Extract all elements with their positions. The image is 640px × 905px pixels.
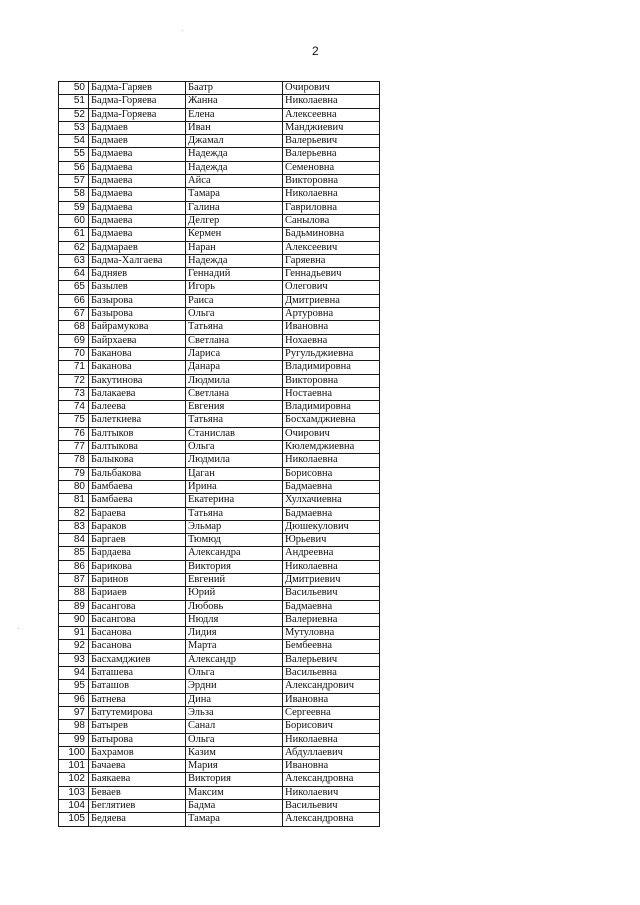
table-row [59, 773, 380, 786]
surname-cell: Бадмаев [89, 135, 186, 148]
row-number: 87 [59, 573, 89, 586]
first-name-cell: Александра [186, 547, 283, 560]
surname-cell: Басанова [89, 640, 186, 653]
row-number: 97 [59, 706, 89, 719]
surname-cell: Басанова [89, 627, 186, 640]
table-row [59, 800, 380, 813]
table-row [59, 746, 380, 759]
surname-cell: Байрхаева [89, 334, 186, 347]
row-number: 68 [59, 321, 89, 334]
patronymic-cell: Хулхачиевна [283, 494, 380, 507]
surname-cell: Беваев [89, 786, 186, 799]
table-row [59, 706, 380, 719]
patronymic-cell: Ивановна [283, 693, 380, 706]
patronymic-cell: Владимировна [283, 401, 380, 414]
row-number: 75 [59, 414, 89, 427]
table-row [59, 387, 380, 400]
table-row [59, 667, 380, 680]
patronymic-cell: Николаевна [283, 560, 380, 573]
patronymic-cell: Валериевна [283, 613, 380, 626]
patronymic-cell: Бембеевна [283, 640, 380, 653]
first-name-cell: Ольга [186, 667, 283, 680]
row-number: 96 [59, 693, 89, 706]
table-row [59, 308, 380, 321]
table-row [59, 640, 380, 653]
surname-cell: Бачаева [89, 760, 186, 773]
patronymic-cell: Борисович [283, 720, 380, 733]
patronymic-cell: Геннадьевич [283, 268, 380, 281]
patronymic-cell: Владимировна [283, 361, 380, 374]
patronymic-cell: Кюлемджиевна [283, 441, 380, 454]
first-name-cell: Тюмюд [186, 534, 283, 547]
surname-cell: Балеева [89, 401, 186, 414]
row-number: 81 [59, 494, 89, 507]
row-number: 99 [59, 733, 89, 746]
first-name-cell: Виктория [186, 773, 283, 786]
first-name-cell: Кермен [186, 228, 283, 241]
table-row [59, 733, 380, 746]
first-name-cell: Татьяна [186, 414, 283, 427]
row-number: 103 [59, 786, 89, 799]
table-row [59, 161, 380, 174]
surname-cell: Бадма-Гаряев [89, 82, 186, 95]
first-name-cell: Виктория [186, 560, 283, 573]
table-row [59, 347, 380, 360]
row-number: 59 [59, 201, 89, 214]
first-name-cell: Надежда [186, 254, 283, 267]
table-row [59, 454, 380, 467]
row-number: 55 [59, 148, 89, 161]
first-name-cell: Айса [186, 175, 283, 188]
first-name-cell: Максим [186, 786, 283, 799]
first-name-cell: Екатерина [186, 494, 283, 507]
table-row [59, 414, 380, 427]
patronymic-cell: Ивановна [283, 760, 380, 773]
row-number: 63 [59, 254, 89, 267]
row-number: 64 [59, 268, 89, 281]
table-row [59, 201, 380, 214]
surname-cell: Баташева [89, 667, 186, 680]
row-number: 57 [59, 175, 89, 188]
table-row [59, 534, 380, 547]
patronymic-cell: Алексеевна [283, 108, 380, 121]
first-name-cell: Мария [186, 760, 283, 773]
patronymic-cell: Викторовна [283, 175, 380, 188]
patronymic-cell: Абдуллаевич [283, 746, 380, 759]
surname-cell: Баякаева [89, 773, 186, 786]
surname-cell: Батырев [89, 720, 186, 733]
patronymic-cell: Гавриловна [283, 201, 380, 214]
surname-cell: Баринов [89, 573, 186, 586]
surname-cell: Бальбакова [89, 467, 186, 480]
table-row [59, 720, 380, 733]
patronymic-cell: Николаевна [283, 733, 380, 746]
surname-cell: Баканова [89, 361, 186, 374]
table-row [59, 214, 380, 227]
row-number: 61 [59, 228, 89, 241]
first-name-cell: Эльмар [186, 520, 283, 533]
first-name-cell: Наран [186, 241, 283, 254]
first-name-cell: Делгер [186, 214, 283, 227]
row-number: 65 [59, 281, 89, 294]
surname-cell: Баргаев [89, 534, 186, 547]
patronymic-cell: Алексеевич [283, 241, 380, 254]
table-row [59, 520, 380, 533]
row-number: 91 [59, 627, 89, 640]
first-name-cell: Александр [186, 653, 283, 666]
first-name-cell: Дина [186, 693, 283, 706]
first-name-cell: Жанна [186, 95, 283, 108]
patronymic-cell: Бадьминовна [283, 228, 380, 241]
first-name-cell: Баатр [186, 82, 283, 95]
first-name-cell: Казим [186, 746, 283, 759]
table-row [59, 188, 380, 201]
patronymic-cell: Нохаевна [283, 334, 380, 347]
row-number: 74 [59, 401, 89, 414]
surname-cell: Байрамукова [89, 321, 186, 334]
first-name-cell: Евгения [186, 401, 283, 414]
table-row [59, 600, 380, 613]
surname-cell: Бадмаева [89, 148, 186, 161]
table-row [59, 547, 380, 560]
first-name-cell: Людмила [186, 454, 283, 467]
surname-cell: Базылев [89, 281, 186, 294]
row-number: 71 [59, 361, 89, 374]
first-name-cell: Игорь [186, 281, 283, 294]
row-number: 102 [59, 773, 89, 786]
surname-cell: Басангова [89, 600, 186, 613]
table-row [59, 281, 380, 294]
surname-cell: Бедяева [89, 813, 186, 826]
table-row [59, 813, 380, 826]
first-name-cell: Ольга [186, 733, 283, 746]
surname-cell: Баташов [89, 680, 186, 693]
surname-cell: Бадмаева [89, 201, 186, 214]
patronymic-cell: Босхамджиевна [283, 414, 380, 427]
surname-cell: Батнева [89, 693, 186, 706]
patronymic-cell: Дюшекулович [283, 520, 380, 533]
patronymic-cell: Валерьевна [283, 148, 380, 161]
first-name-cell: Станислав [186, 427, 283, 440]
surname-cell: Балтыкова [89, 441, 186, 454]
surname-cell: Баканова [89, 347, 186, 360]
surname-cell: Барикова [89, 560, 186, 573]
row-number: 58 [59, 188, 89, 201]
row-number: 85 [59, 547, 89, 560]
row-number: 95 [59, 680, 89, 693]
surname-cell: Бадмаева [89, 188, 186, 201]
first-name-cell: Бадма [186, 800, 283, 813]
table-row [59, 241, 380, 254]
table-row [59, 148, 380, 161]
scan-speck [182, 30, 183, 31]
first-name-cell: Светлана [186, 387, 283, 400]
table-row [59, 82, 380, 95]
table-row [59, 321, 380, 334]
table-row [59, 613, 380, 626]
row-number: 94 [59, 667, 89, 680]
first-name-cell: Иван [186, 121, 283, 134]
row-number: 90 [59, 613, 89, 626]
row-number: 89 [59, 600, 89, 613]
surname-cell: Бамбаева [89, 480, 186, 493]
patronymic-cell: Васильевич [283, 800, 380, 813]
first-name-cell: Людмила [186, 374, 283, 387]
table-row [59, 653, 380, 666]
row-number: 52 [59, 108, 89, 121]
row-number: 93 [59, 653, 89, 666]
surname-cell: Басангова [89, 613, 186, 626]
patronymic-cell: Викторовна [283, 374, 380, 387]
row-number: 98 [59, 720, 89, 733]
surname-cell: Бадмаева [89, 228, 186, 241]
row-number: 92 [59, 640, 89, 653]
first-name-cell: Цаган [186, 467, 283, 480]
table-row [59, 587, 380, 600]
row-number: 69 [59, 334, 89, 347]
patronymic-cell: Борисовна [283, 467, 380, 480]
page-number: 2 [312, 44, 319, 58]
first-name-cell: Данара [186, 361, 283, 374]
surname-cell: Бадмараев [89, 241, 186, 254]
patronymic-cell: Валерьевич [283, 135, 380, 148]
table-row [59, 627, 380, 640]
patronymic-cell: Васильевна [283, 667, 380, 680]
row-number: 60 [59, 214, 89, 227]
first-name-cell: Раиса [186, 294, 283, 307]
patronymic-cell: Ивановна [283, 321, 380, 334]
table-row [59, 228, 380, 241]
row-number: 73 [59, 387, 89, 400]
table-row [59, 467, 380, 480]
surname-cell: Беглятиев [89, 800, 186, 813]
patronymic-cell: Дмитриевна [283, 294, 380, 307]
first-name-cell: Санал [186, 720, 283, 733]
first-name-cell: Татьяна [186, 321, 283, 334]
row-number: 88 [59, 587, 89, 600]
row-number: 100 [59, 746, 89, 759]
patronymic-cell: Бадмаевна [283, 600, 380, 613]
patronymic-cell: Дмитриевич [283, 573, 380, 586]
first-name-cell: Эрдни [186, 680, 283, 693]
first-name-cell: Ольга [186, 308, 283, 321]
surname-cell: Балтыков [89, 427, 186, 440]
row-number: 56 [59, 161, 89, 174]
row-number: 78 [59, 454, 89, 467]
table-row [59, 361, 380, 374]
table-row [59, 374, 380, 387]
surname-cell: Батутемирова [89, 706, 186, 719]
patronymic-cell: Санылова [283, 214, 380, 227]
first-name-cell: Татьяна [186, 507, 283, 520]
patronymic-cell: Юрьевич [283, 534, 380, 547]
surname-cell: Балыкова [89, 454, 186, 467]
row-number: 53 [59, 121, 89, 134]
table-row [59, 268, 380, 281]
first-name-cell: Елена [186, 108, 283, 121]
row-number: 72 [59, 374, 89, 387]
row-number: 66 [59, 294, 89, 307]
surname-cell: Бадмаева [89, 214, 186, 227]
patronymic-cell: Семеновна [283, 161, 380, 174]
patronymic-cell: Манджиевич [283, 121, 380, 134]
surname-cell: Бараков [89, 520, 186, 533]
surname-cell: Басхамджиев [89, 653, 186, 666]
row-number: 82 [59, 507, 89, 520]
table-row [59, 427, 380, 440]
first-name-cell: Галина [186, 201, 283, 214]
scan-speck [18, 628, 19, 629]
row-number: 70 [59, 347, 89, 360]
row-number: 105 [59, 813, 89, 826]
patronymic-cell: Валерьевич [283, 653, 380, 666]
surname-cell: Бахрамов [89, 746, 186, 759]
patronymic-cell: Николаевна [283, 95, 380, 108]
row-number: 62 [59, 241, 89, 254]
patronymic-cell: Александровна [283, 813, 380, 826]
table-row [59, 786, 380, 799]
patronymic-cell: Александрович [283, 680, 380, 693]
first-name-cell: Лидия [186, 627, 283, 640]
row-number: 84 [59, 534, 89, 547]
first-name-cell: Евгений [186, 573, 283, 586]
patronymic-cell: Николаевна [283, 188, 380, 201]
patronymic-cell: Ностаевна [283, 387, 380, 400]
row-number: 50 [59, 82, 89, 95]
surname-cell: Базырова [89, 294, 186, 307]
first-name-cell: Надежда [186, 161, 283, 174]
table-row [59, 294, 380, 307]
table-row [59, 573, 380, 586]
surname-cell: Бамбаева [89, 494, 186, 507]
table-row [59, 560, 380, 573]
roster-table [58, 81, 380, 827]
first-name-cell: Тамара [186, 813, 283, 826]
first-name-cell: Ирина [186, 480, 283, 493]
surname-cell: Бариаев [89, 587, 186, 600]
row-number: 54 [59, 135, 89, 148]
row-number: 86 [59, 560, 89, 573]
patronymic-cell: Очирович [283, 82, 380, 95]
surname-cell: Бадмаева [89, 161, 186, 174]
patronymic-cell: Мутуловна [283, 627, 380, 640]
first-name-cell: Тамара [186, 188, 283, 201]
first-name-cell: Светлана [186, 334, 283, 347]
row-number: 83 [59, 520, 89, 533]
first-name-cell: Нюдля [186, 613, 283, 626]
surname-cell: Балеткиева [89, 414, 186, 427]
row-number: 67 [59, 308, 89, 321]
surname-cell: Бадма-Халгаева [89, 254, 186, 267]
table-row [59, 760, 380, 773]
surname-cell: Батырова [89, 733, 186, 746]
patronymic-cell: Ругульджиевна [283, 347, 380, 360]
patronymic-cell: Очирович [283, 427, 380, 440]
table-row [59, 121, 380, 134]
first-name-cell: Лариса [186, 347, 283, 360]
surname-cell: Бадмаева [89, 175, 186, 188]
row-number: 77 [59, 441, 89, 454]
table-row [59, 95, 380, 108]
table-row [59, 254, 380, 267]
table-row [59, 693, 380, 706]
patronymic-cell: Сергеевна [283, 706, 380, 719]
surname-cell: Бардаева [89, 547, 186, 560]
patronymic-cell: Бадмаевна [283, 480, 380, 493]
table-row [59, 401, 380, 414]
surname-cell: Бадма-Горяева [89, 108, 186, 121]
table-row [59, 334, 380, 347]
roster-body [59, 82, 380, 827]
first-name-cell: Джамал [186, 135, 283, 148]
first-name-cell: Геннадий [186, 268, 283, 281]
surname-cell: Балакаева [89, 387, 186, 400]
table-row [59, 494, 380, 507]
patronymic-cell: Александровна [283, 773, 380, 786]
first-name-cell: Юрий [186, 587, 283, 600]
patronymic-cell: Николаевич [283, 786, 380, 799]
patronymic-cell: Бадмаевна [283, 507, 380, 520]
patronymic-cell: Андреевна [283, 547, 380, 560]
first-name-cell: Надежда [186, 148, 283, 161]
first-name-cell: Ольга [186, 441, 283, 454]
surname-cell: Бакутинова [89, 374, 186, 387]
row-number: 80 [59, 480, 89, 493]
patronymic-cell: Артуровна [283, 308, 380, 321]
patronymic-cell: Олегович [283, 281, 380, 294]
patronymic-cell: Николаевна [283, 454, 380, 467]
first-name-cell: Марта [186, 640, 283, 653]
row-number: 76 [59, 427, 89, 440]
surname-cell: Бараева [89, 507, 186, 520]
surname-cell: Бадмаев [89, 121, 186, 134]
first-name-cell: Любовь [186, 600, 283, 613]
surname-cell: Бадма-Горяева [89, 95, 186, 108]
table-row [59, 441, 380, 454]
surname-cell: Базырова [89, 308, 186, 321]
table-row [59, 680, 380, 693]
patronymic-cell: Васильевич [283, 587, 380, 600]
row-number: 104 [59, 800, 89, 813]
table-row [59, 108, 380, 121]
table-row [59, 480, 380, 493]
table-row [59, 135, 380, 148]
row-number: 101 [59, 760, 89, 773]
surname-cell: Бадняев [89, 268, 186, 281]
row-number: 51 [59, 95, 89, 108]
first-name-cell: Эльза [186, 706, 283, 719]
table-row [59, 507, 380, 520]
table-row [59, 175, 380, 188]
patronymic-cell: Гаряевна [283, 254, 380, 267]
row-number: 79 [59, 467, 89, 480]
